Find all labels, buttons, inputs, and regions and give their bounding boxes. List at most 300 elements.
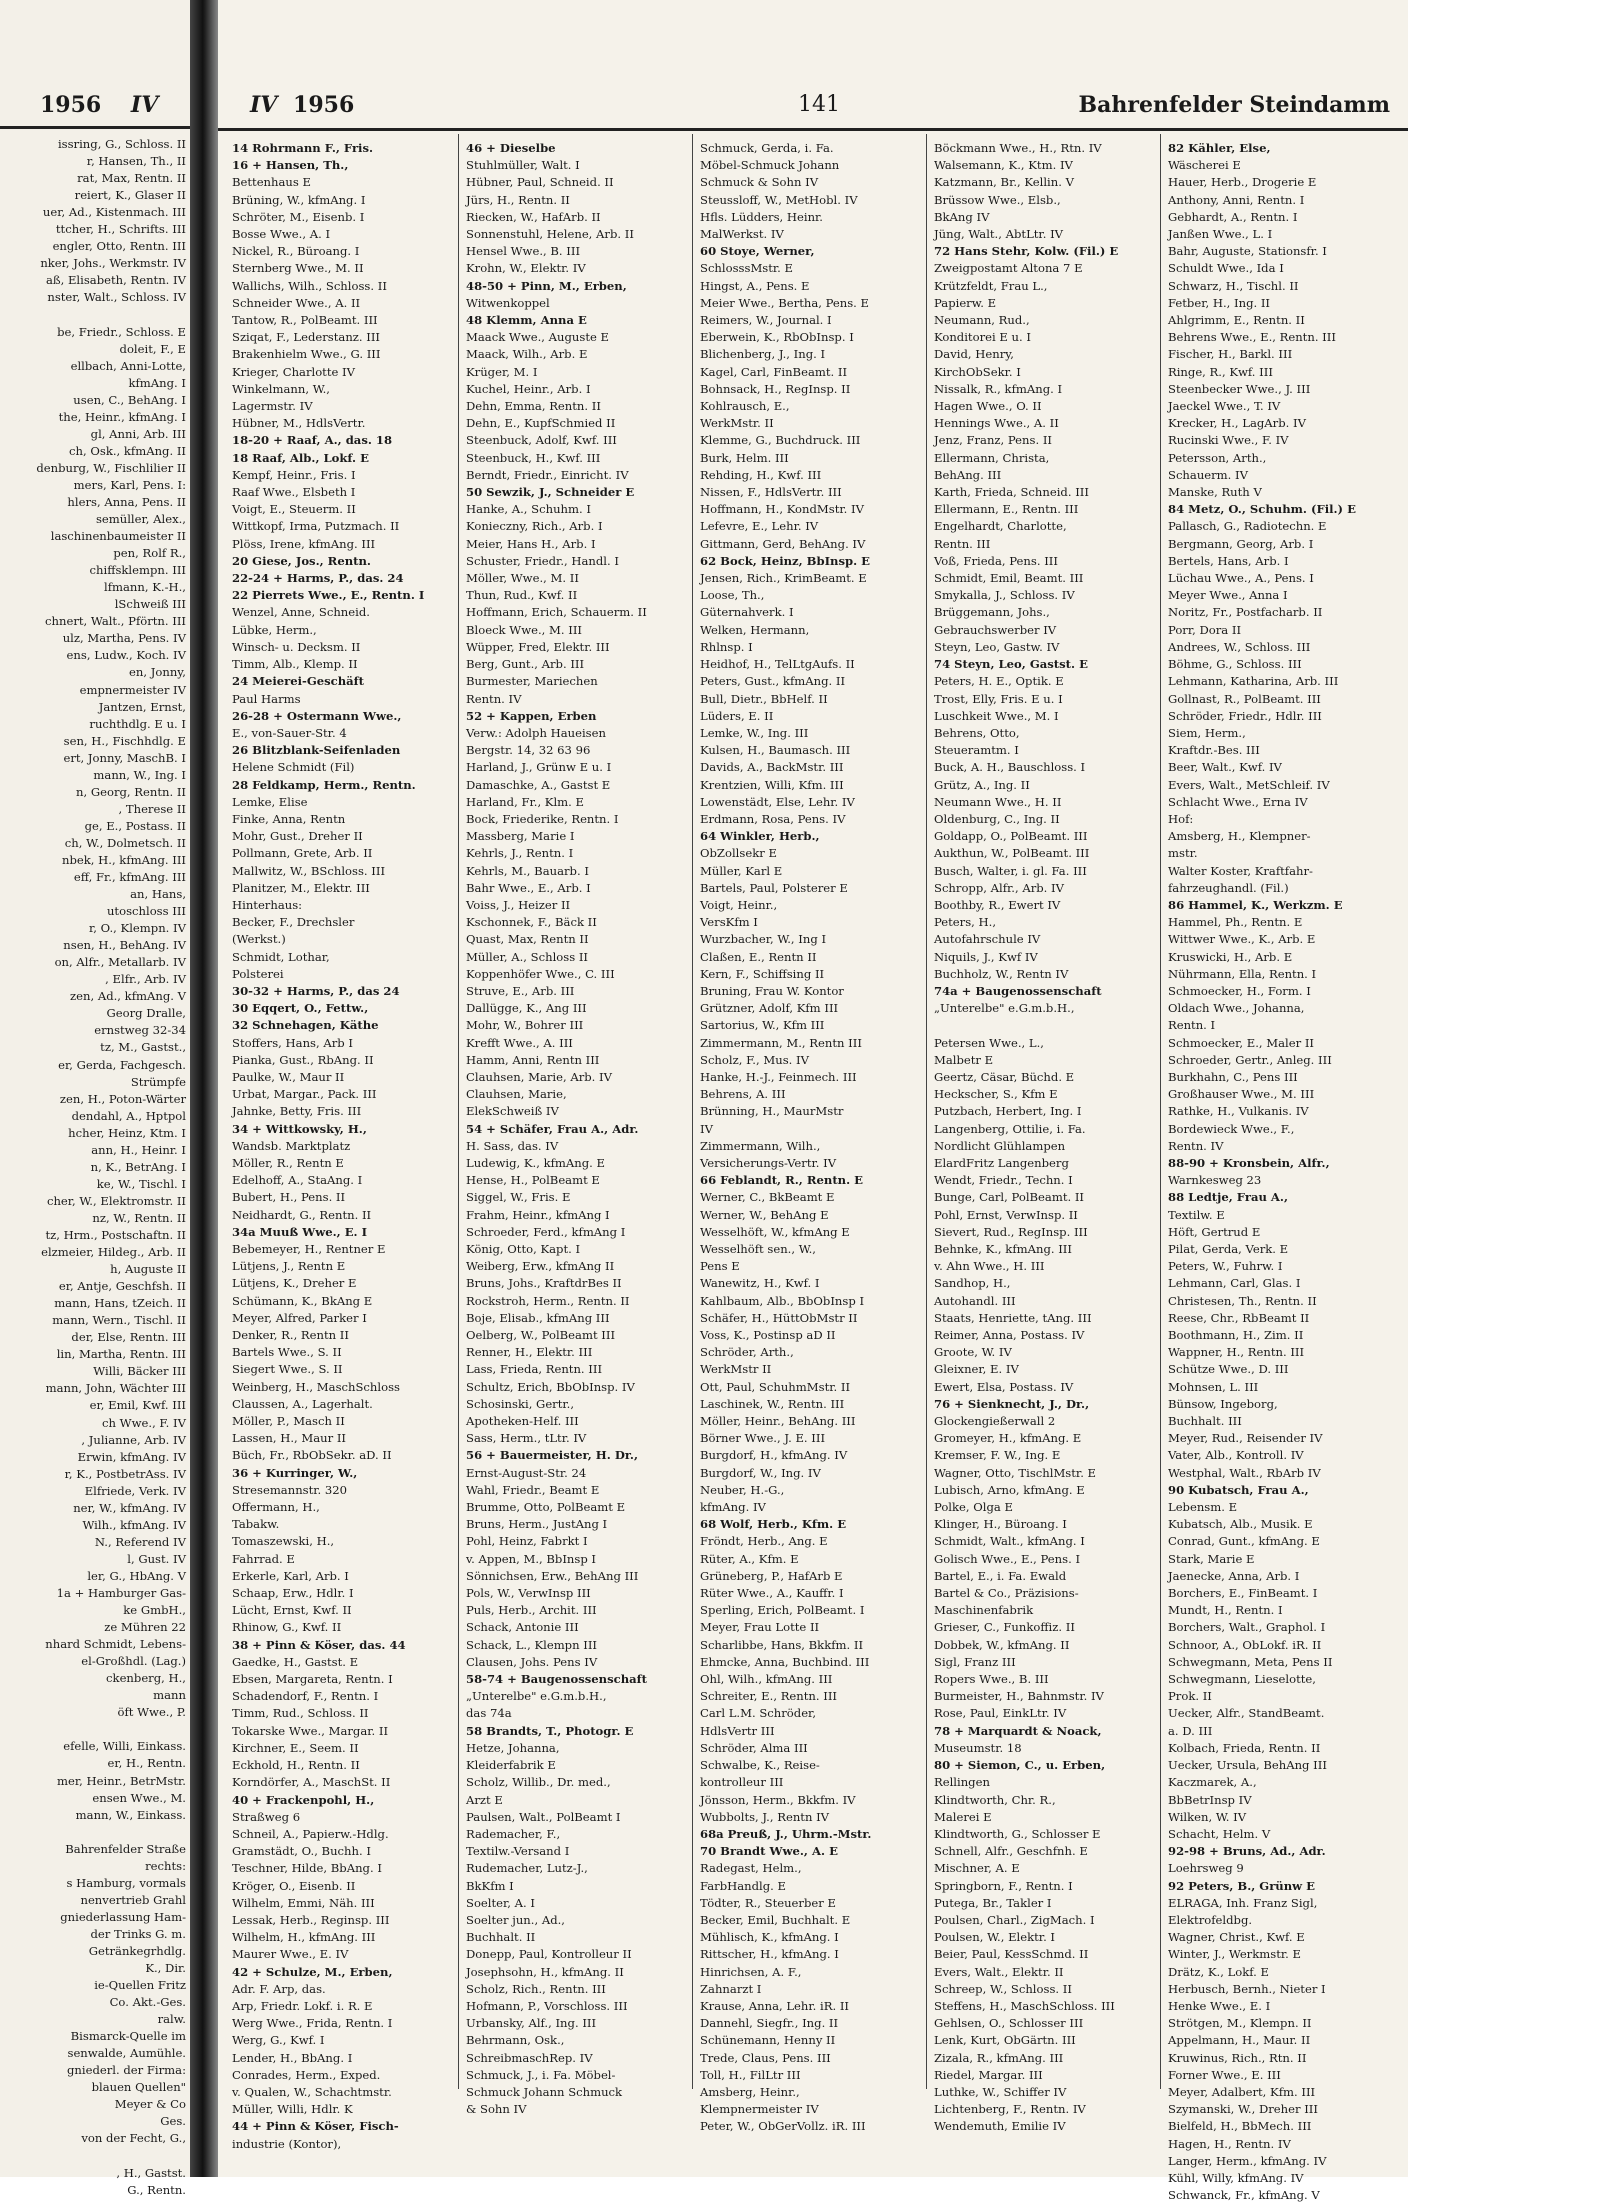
- left-page-entry: mann: [153, 1688, 186, 1703]
- book-gutter: [190, 0, 218, 2177]
- directory-entry: Kagel, Carl, FinBeamt. II: [700, 364, 848, 379]
- directory-entry: 30-32 + Harms, P., das 24: [232, 983, 400, 998]
- directory-entry: Nührmann, Ella, Rentn. I: [1168, 966, 1317, 981]
- left-page-entry: er, Gerda, Fachgesch.: [58, 1057, 186, 1072]
- directory-entry: Ott, Paul, SchuhmMstr. II: [700, 1379, 851, 1394]
- directory-entry: Steffens, H., MaschSchloss. III: [934, 1998, 1115, 2013]
- directory-entry: Ebsen, Margareta, Rentn. I: [232, 1672, 393, 1687]
- directory-entry: Pols, W., VerwInsp III: [466, 1586, 591, 1601]
- directory-entry: Rentn. I: [1168, 1018, 1216, 1033]
- directory-entry: Jüng, Walt., AbtLtr. IV: [934, 227, 1064, 242]
- directory-entry: Dallügge, K., Ang III: [466, 1001, 587, 1016]
- directory-entry: Maurer Wwe., E. IV: [232, 1947, 349, 1962]
- directory-entry: Walsemann, K., Ktm. IV: [934, 158, 1073, 173]
- directory-entry: Tomaszewski, H.,: [232, 1534, 335, 1549]
- directory-entry: Teschner, Hilde, BbAng. I: [232, 1861, 382, 1876]
- left-page-entry: Strümpfe: [130, 1074, 186, 1089]
- directory-entry: Klemme, G., Buchdruck. III: [700, 433, 861, 448]
- directory-entry: Winsch- u. Decksm. II: [232, 639, 361, 654]
- directory-entry: Reimers, W., Journal. I: [700, 313, 832, 328]
- directory-entry: Jensen, Rich., KrimBeamt. E: [700, 571, 867, 586]
- header-rule: [218, 128, 1408, 131]
- directory-entry: Szymanski, W., Dreher III: [1168, 2102, 1318, 2117]
- left-page-entry: Wilh., kfmAng. IV: [82, 1517, 186, 1532]
- directory-entry: Meyer, Frau Lotte II: [700, 1620, 820, 1635]
- left-page-entry: Georg Dralle,: [106, 1006, 186, 1021]
- directory-entry: Hennings Wwe., A. II: [934, 416, 1059, 431]
- directory-entry: Petersson, Arth.,: [1168, 450, 1267, 465]
- directory-entry: Rockstroh, Herm., Rentn. II: [466, 1293, 630, 1308]
- directory-entry: Maschinenfabrik: [934, 1603, 1034, 1618]
- left-page-entry: ttcher, H., Schrifts. III: [55, 222, 186, 237]
- directory-entry: Bartel & Co., Präzisions-: [934, 1586, 1079, 1601]
- directory-entry: Rose, Paul, EinkLtr. IV: [934, 1706, 1067, 1721]
- directory-entry: Großhauser Wwe., M. III: [1168, 1087, 1315, 1102]
- directory-entry: Putzbach, Herbert, Ing. I: [934, 1104, 1082, 1119]
- directory-entry: 46 + Dieselbe: [466, 141, 556, 155]
- directory-entry: Paulke, W., Maur II: [232, 1069, 345, 1084]
- directory-entry: Uecker, Alfr., StandBeamt.: [1168, 1706, 1325, 1721]
- directory-entry: Schwegmann, Lieselotte,: [1168, 1672, 1316, 1687]
- left-page-entry: zen, Ad., kfmAng. V: [70, 989, 186, 1004]
- directory-entry: Strötgen, M., Klempn. II: [1168, 2016, 1312, 2031]
- directory-entry: Krause, Anna, Lehr. iR. II: [700, 1998, 849, 2013]
- directory-entry: Zahnarzt I: [700, 1981, 762, 1996]
- directory-entry: 52 + Kappen, Erben: [466, 708, 597, 723]
- directory-entry: Kaczmarek, A.,: [1168, 1775, 1257, 1790]
- left-page-entry: chiffsklempn. III: [89, 563, 186, 578]
- directory-entry: Harland, J., Grünw E u. I: [466, 760, 612, 775]
- directory-entry: Schünemann, Henny II: [700, 2033, 836, 2048]
- directory-entry: Hingst, A., Pens. E: [700, 278, 810, 293]
- directory-entry: Werner, C., BkBeamt E: [700, 1190, 835, 1205]
- left-page: [0, 0, 190, 2197]
- directory-entry: Koppenhöfer Wwe., C. III: [466, 966, 615, 981]
- directory-entry: Staats, Henriette, tAng. III: [934, 1310, 1092, 1325]
- left-page-entry: ruchthdlg. E u. I: [89, 716, 186, 731]
- directory-entry: Conrades, Herm., Exped.: [232, 2067, 381, 2082]
- directory-entry: Sperling, Erich, PolBeamt. I: [700, 1603, 865, 1618]
- directory-entry: Schwalbe, K., Reise-: [700, 1758, 820, 1773]
- directory-entry: 18-20 + Raaf, A., das. 18: [232, 433, 393, 448]
- directory-entry: Zimmermann, M., Rentn III: [700, 1035, 862, 1050]
- directory-entry: 58-74 + Baugenossenschaft: [466, 1672, 647, 1687]
- left-page-entry: Willi, Bäcker III: [93, 1364, 186, 1379]
- directory-entry: Henke Wwe., E. I: [1168, 1998, 1271, 2013]
- directory-entry: Donepp, Paul, Kontrolleur II: [466, 1947, 632, 1962]
- directory-entry: 68 Wolf, Herb., Kfm. E: [700, 1517, 847, 1532]
- page-year: 1956: [293, 92, 355, 118]
- directory-entry: 84 Metz, O., Schuhm. (Fil.) E: [1168, 502, 1356, 517]
- left-page-entry: , Elfr., Arb. IV: [105, 972, 186, 987]
- directory-entry: BbBetrInsp IV: [1168, 1792, 1252, 1807]
- directory-entry: Boje, Elisab., kfmAng III: [466, 1310, 610, 1325]
- directory-entry: Stresemannstr. 320: [232, 1482, 348, 1497]
- directory-entry: Schröder, Alma III: [700, 1740, 808, 1755]
- directory-column-2: [466, 140, 691, 2118]
- directory-entry: Schröder, Arth.,: [700, 1345, 794, 1360]
- left-page-entry: gl, Anni, Arb. III: [90, 426, 186, 441]
- directory-entry: Frahm, Heinr., kfmAng I: [466, 1207, 610, 1222]
- directory-entry: Zizala, R., kfmAng. III: [934, 2050, 1064, 2065]
- directory-entry: 18 Raaf, Alb., Lokf. E: [232, 450, 369, 465]
- left-page-entry: lin, Martha, Rentn. III: [56, 1347, 186, 1362]
- directory-entry: Wubbolts, J., Rentn IV: [700, 1809, 830, 1824]
- directory-entry: Gebhardt, A., Rentn. I: [1168, 209, 1298, 224]
- directory-entry: Adr. F. Arp, das.: [232, 1981, 326, 1996]
- directory-entry: Poulsen, Charl., ZigMach. I: [934, 1912, 1095, 1927]
- directory-entry: Noritz, Fr., Postfacharb. II: [1168, 605, 1323, 620]
- directory-entry: Schmidt, Emil, Beamt. III: [934, 571, 1084, 586]
- directory-entry: Bruning, Frau W. Kontor: [700, 983, 844, 998]
- directory-entry: Möller, Heinr., BehAng. III: [700, 1414, 856, 1429]
- directory-entry: Pohl, Ernst, VerwInsp. II: [934, 1207, 1078, 1222]
- directory-entry: Planitzer, M., Elektr. III: [232, 880, 370, 895]
- left-page-entry: r, Hansen, Th., II: [86, 154, 186, 169]
- directory-entry: Ellermann, E., Rentn. III: [934, 502, 1079, 517]
- directory-entry: Tokarske Wwe., Margar. II: [232, 1723, 389, 1738]
- directory-entry: Schmuck, J., i. Fa. Möbel-: [466, 2067, 616, 2082]
- directory-entry: Urbansky, Alf., Ing. III: [466, 2016, 597, 2031]
- left-page-entry: kfmAng. I: [128, 375, 186, 390]
- directory-entry: Krohn, W., Elektr. IV: [466, 261, 586, 276]
- left-page-entry: mer, Heinr., BetrMstr.: [57, 1773, 186, 1788]
- directory-entry: Zweigpostamt Altona 7 E: [934, 261, 1083, 276]
- directory-entry: Engelhardt, Charlotte,: [934, 519, 1067, 534]
- directory-entry: Bettenhaus E: [232, 175, 311, 190]
- left-page-entry: tz, Hrm., Postschaftn. II: [45, 1228, 186, 1242]
- left-page-entry: er, Emil, Kwf. III: [89, 1398, 186, 1413]
- directory-entry: Herbusch, Bernh., Nieter I: [1168, 1981, 1326, 1996]
- directory-entry: Kruswicki, H., Arb. E: [1168, 949, 1293, 964]
- directory-entry: Evers, Walt., MetSchleif. IV: [1168, 777, 1330, 792]
- directory-entry: Radegast, Helm.,: [700, 1861, 802, 1876]
- directory-entry: ObZollsekr E: [700, 846, 777, 861]
- directory-entry: Jaenecke, Anna, Arb. I: [1168, 1568, 1300, 1583]
- directory-entry: Amsberg, H., Klempner-: [1168, 829, 1311, 844]
- directory-entry: 48 Klemm, Anna E: [466, 313, 587, 328]
- directory-entry: Langer, Herm., kfmAng. IV: [1168, 2153, 1327, 2168]
- directory-entry: Voigt, E., Steuerm. II: [232, 502, 356, 517]
- left-page-entry: ler, G., HbAng. V: [87, 1568, 186, 1583]
- directory-entry: Kulsen, H., Baumasch. III: [700, 743, 851, 758]
- directory-entry: Hoffmann, Erich, Schauerm. II: [466, 605, 647, 620]
- left-page-entry: l, Gust. IV: [127, 1551, 186, 1566]
- directory-entry: Mohr, W., Bohrer III: [466, 1018, 584, 1033]
- left-page-entry: hlers, Anna, Pens. II: [67, 494, 186, 509]
- directory-entry: Kuchel, Heinr., Arb. I: [466, 381, 591, 396]
- directory-entry: & Sohn IV: [466, 2102, 527, 2117]
- directory-entry: Gaedke, H., Gastst. E: [232, 1654, 359, 1669]
- directory-entry: Trost, Elly, Fris. E u. I: [934, 691, 1063, 706]
- directory-entry: Drätz, K., Lokf. E: [1168, 1964, 1270, 1979]
- directory-entry: Fetber, H., Ing. II: [1168, 295, 1271, 310]
- directory-entry: v. Appen, M., BbInsp I: [466, 1551, 597, 1566]
- left-page-entry: mers, Karl, Pens. I:: [73, 477, 186, 492]
- directory-entry: Meyer Wwe., Anna I: [1168, 588, 1288, 603]
- left-page-entry: Meyer & Co: [114, 2097, 186, 2112]
- directory-entry: 88-90 + Kronsbein, Alfr.,: [1168, 1155, 1330, 1170]
- directory-entry: 26-28 + Ostermann Wwe.,: [232, 708, 402, 723]
- directory-entry: v. Qualen, W., Schachtmstr.: [232, 2084, 392, 2099]
- directory-entry: Müller, A., Schloss II: [466, 949, 589, 964]
- directory-entry: Bebemeyer, H., Rentner E: [232, 1242, 386, 1256]
- directory-entry: 20 Giese, Jos., Rentn.: [232, 553, 371, 568]
- directory-entry: Clausen, Johs. Pens IV: [466, 1654, 598, 1669]
- directory-entry: Helene Schmidt (Fil): [232, 760, 355, 775]
- directory-entry: Behrens Wwe., E., Rentn. III: [1168, 330, 1336, 345]
- directory-entry: 92-98 + Bruns, Ad., Adr.: [1168, 1844, 1326, 1859]
- directory-entry: Möller, P., Masch II: [232, 1414, 345, 1429]
- left-page-entry: Jantzen, Ernst,: [98, 699, 186, 714]
- directory-entry: Ernst-August-Str. 24: [466, 1465, 587, 1480]
- directory-entry: Lubisch, Arno, kfmAng. E: [934, 1482, 1085, 1497]
- directory-entry: Sandhop, H.,: [934, 1276, 1011, 1291]
- directory-entry: Struve, E., Arb. III: [466, 983, 575, 998]
- directory-entry: Krützfeldt, Frau L.,: [934, 278, 1048, 293]
- directory-entry: „Unterelbe" e.G.m.b.H.,: [466, 1689, 607, 1704]
- directory-entry: Hinrichsen, A. F.,: [700, 1964, 802, 1979]
- directory-entry: 22 Pierrets Wwe., E., Rentn. I: [232, 588, 425, 603]
- directory-entry: Soelter jun., Ad.,: [466, 1912, 565, 1927]
- directory-entry: Bloeck Wwe., M. III: [466, 622, 583, 637]
- left-page-year: 1956: [40, 92, 102, 118]
- directory-entry: Bull, Dietr., BbHelf. II: [700, 691, 828, 706]
- directory-entry: Ehmcke, Anna, Buchbind. III: [700, 1654, 870, 1669]
- directory-entry: Mohnsen, L. III: [1168, 1379, 1259, 1394]
- directory-entry: Oelberg, W., PolBeamt III: [466, 1328, 616, 1343]
- left-page-entry: mann, W., Ing. I: [93, 767, 186, 782]
- left-page-entry: sen, H., Fischhdlg. E: [63, 733, 186, 748]
- directory-entry: Mühlisch, K., kfmAng. I: [700, 1930, 839, 1945]
- column-divider: [926, 134, 927, 2089]
- directory-entry: Wahl, Friedr., Beamt E: [466, 1482, 600, 1497]
- directory-entry: Brüning, W., kfmAng. I: [232, 192, 366, 207]
- directory-entry: Siem, Herm.,: [1168, 725, 1246, 740]
- directory-entry: Schwanck, Fr., kfmAng. V: [1168, 2188, 1320, 2203]
- directory-entry: Wagner, Christ., Kwf. E: [1168, 1930, 1305, 1945]
- directory-entry: Uecker, Ursula, BehAng III: [1168, 1758, 1327, 1773]
- directory-entry: Lütjens, K., Dreher E: [232, 1276, 357, 1291]
- directory-entry: Rademacher, F.,: [466, 1826, 561, 1841]
- directory-entry: Ropers Wwe., B. III: [934, 1672, 1049, 1687]
- directory-entry: Jenz, Franz, Pens. II: [934, 433, 1052, 448]
- directory-entry: das 74a: [466, 1706, 512, 1721]
- directory-entry: Brüssow Wwe., Elsb.,: [934, 192, 1061, 207]
- directory-entry: Becker, F., Drechsler: [232, 915, 355, 930]
- left-page-entry: Co. Akt.-Ges.: [109, 1995, 186, 2010]
- directory-entry: Golisch Wwe., E., Pens. I: [934, 1551, 1081, 1566]
- directory-entry: Hamm, Anni, Rentn III: [466, 1052, 600, 1067]
- left-page-entry: er, Antje, Geschfsh. II: [58, 1279, 186, 1294]
- directory-entry: Denker, R., Rentn II: [232, 1328, 349, 1343]
- directory-entry: Schwegmann, Meta, Pens II: [1168, 1654, 1333, 1669]
- left-page-entry: uer, Ad., Kistenmach. III: [42, 205, 186, 220]
- directory-entry: Kempf, Heinr., Fris. I: [232, 467, 356, 482]
- directory-entry: ElekSchweiß IV: [466, 1104, 559, 1119]
- directory-entry: Lütjens, J., Rentn E: [232, 1259, 346, 1274]
- directory-entry: Behrens, A. III: [700, 1087, 786, 1102]
- directory-entry: Dehn, E., KupfSchmied II: [466, 416, 616, 431]
- left-page-entry: the, Heinr., kfmAng. I: [58, 409, 186, 424]
- directory-entry: Stuhlmüller, Walt. I: [466, 158, 580, 173]
- left-page-entry: aß, Elisabeth, Rentn. IV: [45, 273, 186, 288]
- directory-entry: Elektrofeldbg.: [1168, 1912, 1253, 1927]
- directory-entry: Malbetr E: [934, 1052, 994, 1067]
- directory-entry: Schacht, Helm. V: [1168, 1826, 1271, 1841]
- directory-entry: HdlsVertr III: [700, 1723, 775, 1738]
- left-page-entry: Ges.: [160, 2114, 186, 2129]
- left-page-entry: doleit, F., E: [119, 341, 186, 356]
- directory-entry: Lehmann, Katharina, Arb. III: [1168, 674, 1339, 689]
- directory-entry: Pallasch, G., Radiotechn. E: [1168, 519, 1327, 534]
- directory-entry: 68a Preuß, J., Uhrm.-Mstr.: [700, 1826, 872, 1841]
- left-page-entry: ner, W., kfmAng. IV: [73, 1500, 186, 1515]
- directory-entry: Brüggemann, Johs.,: [934, 605, 1050, 620]
- directory-entry: Porr, Dora II: [1168, 622, 1242, 637]
- directory-page: [218, 0, 1408, 2203]
- directory-entry: Becker, Emil, Buchhalt. E: [700, 1912, 851, 1927]
- left-page-entry: , H., Gastst.: [116, 2165, 186, 2180]
- directory-entry: Gebrauchswerber IV: [934, 622, 1057, 637]
- directory-entry: Burmeister, H., Bahnmstr. IV: [934, 1689, 1104, 1704]
- directory-entry: Rentn. III: [934, 536, 991, 551]
- left-page-entry: lfmann, K.-H.,: [104, 580, 186, 595]
- directory-entry: Schmidt, Walt., kfmAng. I: [934, 1534, 1085, 1549]
- directory-entry: Witwenkoppel: [466, 295, 550, 310]
- directory-entry: Buchhalt. II: [466, 1930, 536, 1945]
- directory-entry: Ludewig, K., kfmAng. E: [466, 1155, 605, 1170]
- directory-entry: Schreep, W., Schloss. II: [934, 1981, 1072, 1996]
- left-page-entry: cher, W., Elektromstr. II: [46, 1193, 186, 1208]
- directory-entry: Meyer, Rud., Reisender IV: [1168, 1431, 1323, 1446]
- directory-column-4: [934, 140, 1159, 2136]
- directory-entry: kfmAng. IV: [700, 1500, 766, 1515]
- directory-entry: 64 Winkler, Herb.,: [700, 829, 820, 844]
- directory-entry: Jürs, H., Rentn. II: [466, 192, 570, 207]
- directory-entry: ELRAGA, Inh. Franz Sigl,: [1168, 1895, 1318, 1910]
- directory-entry: Hanke, A., Schuhm. I: [466, 502, 591, 517]
- directory-entry: Wanewitz, H., Kwf. I: [700, 1276, 820, 1291]
- directory-entry: Bruns, Herm., JustAng I: [466, 1517, 608, 1532]
- directory-entry: Lassen, H., Maur II: [232, 1431, 347, 1446]
- directory-entry: Maack, Wilh., Arb. E: [466, 347, 588, 362]
- directory-entry: Konieczny, Rich., Arb. I: [466, 519, 603, 534]
- directory-entry: Ringe, R., Kwf. III: [1168, 364, 1273, 379]
- directory-entry: Papierw. E: [934, 295, 997, 310]
- directory-entry: Neidhardt, G., Rentn. II: [232, 1207, 372, 1222]
- directory-entry: Laschinek, W., Rentn. III: [700, 1396, 845, 1411]
- directory-entry: Schümann, K., BkAng E: [232, 1293, 373, 1308]
- left-page-entry: von der Fecht, G.,: [81, 2131, 186, 2146]
- directory-entry: Wallichs, Wilh., Schloss. II: [232, 278, 387, 293]
- directory-entry: Jahnke, Betty, Fris. III: [232, 1104, 362, 1119]
- directory-entry: Müller, Karl E: [700, 863, 783, 878]
- left-page-entry: [0, 2148, 186, 2165]
- directory-entry: Hagen, H., Rentn. IV: [1168, 2136, 1291, 2151]
- directory-entry: Wesselhöft, W., kfmAng E: [700, 1224, 850, 1239]
- directory-entry: Hinterhaus:: [232, 897, 303, 912]
- directory-entry: Peter, W., ObGerVollz. iR. III: [700, 2119, 866, 2134]
- directory-entry: Pohl, Heinz, Fabrkt I: [466, 1534, 588, 1549]
- directory-entry: Westphal, Walt., RbArb IV: [1168, 1465, 1321, 1480]
- directory-entry: Neumann, Rud.,: [934, 313, 1030, 328]
- directory-entry: WerkMstr. II: [700, 416, 774, 431]
- directory-entry: Klindtworth, G., Schlosser E: [934, 1826, 1101, 1841]
- directory-entry: 38 + Pinn & Köser, das. 44: [232, 1637, 406, 1652]
- directory-entry: Meyer, Alfred, Parker I: [232, 1310, 367, 1325]
- directory-entry: Groote, W. IV: [934, 1345, 1012, 1360]
- directory-entry: Luthke, W., Schiffer IV: [934, 2084, 1067, 2099]
- directory-entry: Meyer, Adalbert, Kfm. III: [1168, 2084, 1316, 2099]
- directory-entry: Werg Wwe., Frida, Rentn. I: [232, 2016, 393, 2031]
- directory-entry: Stoffers, Hans, Arb I: [232, 1035, 353, 1050]
- directory-entry: Schmuck Johann Schmuck: [466, 2084, 623, 2099]
- column-divider: [692, 134, 693, 2089]
- left-page-entry: Bahrenfelder Straße: [65, 1841, 186, 1856]
- directory-entry: SchreibmaschRep. IV: [466, 2050, 593, 2065]
- directory-entry: Lass, Frieda, Rentn. III: [466, 1362, 603, 1377]
- directory-entry: Geertz, Cäsar, Büchd. E: [934, 1069, 1075, 1084]
- directory-entry: Meier Wwe., Bertha, Pens. E: [700, 295, 870, 310]
- directory-entry: Lübke, Herm.,: [232, 622, 317, 637]
- directory-entry: Kruwinus, Rich., Rtn. II: [1168, 2050, 1307, 2065]
- directory-entry: Berndt, Friedr., Einricht. IV: [466, 467, 629, 482]
- left-page-entry: reiert, K., Glaser II: [74, 188, 186, 203]
- directory-entry: Burmester, Mariechen: [466, 674, 598, 689]
- directory-entry: Klinger, H., Büroang. I: [934, 1517, 1067, 1532]
- directory-entry: Behrens, Otto,: [934, 725, 1020, 740]
- directory-entry: 82 Kähler, Else,: [1168, 141, 1271, 155]
- directory-entry: Blichenberg, J., Ing. I: [700, 347, 826, 362]
- directory-entry: 34a Muuß Wwe., E. I: [232, 1224, 368, 1239]
- directory-entry: Kern, F., Schiffsing II: [700, 966, 825, 981]
- directory-entry: Damaschke, A., Gastst E: [466, 777, 611, 792]
- page-number: 141: [798, 92, 840, 117]
- directory-entry: Vater, Alb., Kontroll. IV: [1168, 1448, 1304, 1463]
- directory-entry: Lichtenberg, F., Rentn. IV: [934, 2102, 1086, 2117]
- directory-entry: Schnell, Alfr., Geschfnh. E: [934, 1844, 1088, 1859]
- directory-entry: 66 Feblandt, R., Rentn. E: [700, 1173, 864, 1188]
- directory-entry: Lagermstr. IV: [232, 399, 313, 414]
- directory-entry: Rhinow, G., Kwf. II: [232, 1620, 342, 1635]
- directory-entry: Grützner, Adolf, Kfm III: [700, 1001, 839, 1016]
- directory-entry: 28 Feldkamp, Herm., Rentn.: [232, 777, 416, 792]
- directory-entry: Kubatsch, Alb., Musik. E: [1168, 1517, 1313, 1532]
- directory-entry: fahrzeughandl. (Fil.): [1168, 880, 1289, 895]
- directory-entry: Erkerle, Karl, Arb. I: [232, 1568, 349, 1583]
- directory-entry: Beer, Walt., Kwf. IV: [1168, 760, 1282, 775]
- directory-entry: Sass, Herm., tLtr. IV: [466, 1431, 587, 1446]
- directory-entry: Arp, Friedr. Lokf. i. R. E: [232, 1998, 373, 2013]
- directory-entry: Plöss, Irene, kfmAng. III: [232, 536, 376, 551]
- left-page-entry: [0, 1721, 186, 1738]
- directory-entry: Lender, H., BbAng. I: [232, 2050, 353, 2065]
- directory-entry: Schauerm. IV: [1168, 467, 1249, 482]
- directory-entry: Schuster, Friedr., Handl. I: [466, 553, 619, 568]
- directory-entry: Ewert, Elsa, Postass. IV: [934, 1379, 1074, 1394]
- directory-entry: Raaf Wwe., Elsbeth I: [232, 485, 356, 500]
- directory-entry: SchlosssMstr. E: [700, 261, 794, 276]
- page-year-volume: [250, 92, 354, 118]
- directory-entry: Ahlgrimm, E., Rentn. II: [1168, 313, 1305, 328]
- directory-entry: Mischner, A. E: [934, 1861, 1020, 1876]
- directory-entry: Lemke, W., Ing. III: [700, 725, 809, 740]
- directory-entry: Gehlsen, O., Schlosser III: [934, 2016, 1084, 2031]
- directory-entry: Steueramtm. I: [934, 743, 1019, 758]
- directory-entry: Eckhold, H., Rentn. II: [232, 1758, 360, 1773]
- directory-entry: Weiberg, Erw., kfmAng II: [466, 1259, 615, 1274]
